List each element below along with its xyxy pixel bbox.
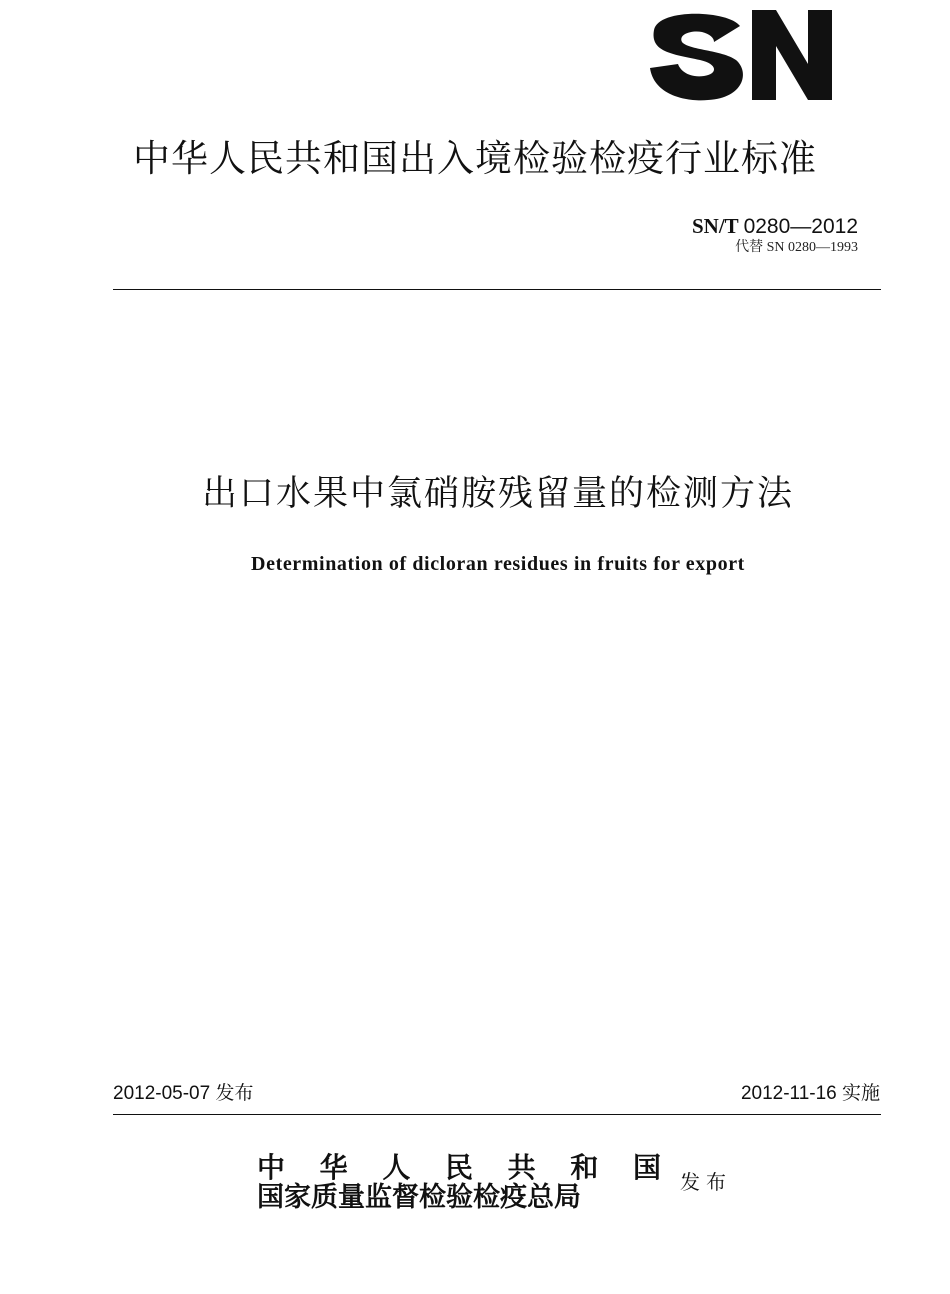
issue-label: 发布	[680, 1170, 732, 1194]
industry-standard-title: 中华人民共和国出入境检验检疫行业标准	[133, 137, 817, 180]
issue-date: 2012-05-07 发布	[113, 1083, 254, 1104]
top-divider	[113, 289, 881, 290]
bottom-divider	[113, 1114, 881, 1115]
implementation-date: 2012-11-16 实施	[740, 1083, 880, 1104]
standard-prefix: SN/T	[692, 214, 739, 238]
standard-code: 0280—2012	[743, 215, 858, 238]
issuer-agency: 国家质量监督检验检疫总局	[257, 1182, 581, 1213]
document-title-zh: 出口水果中氯硝胺残留量的检测方法	[201, 474, 794, 514]
issuer-country: 中华人民共和国	[257, 1151, 661, 1184]
standard-number	[692, 214, 858, 239]
document-title-en: Determination of dicloran residues in fruits for export	[251, 553, 745, 575]
replaces-standard: 代替 SN 0280—1993	[735, 240, 858, 255]
sn-logo	[648, 8, 834, 102]
